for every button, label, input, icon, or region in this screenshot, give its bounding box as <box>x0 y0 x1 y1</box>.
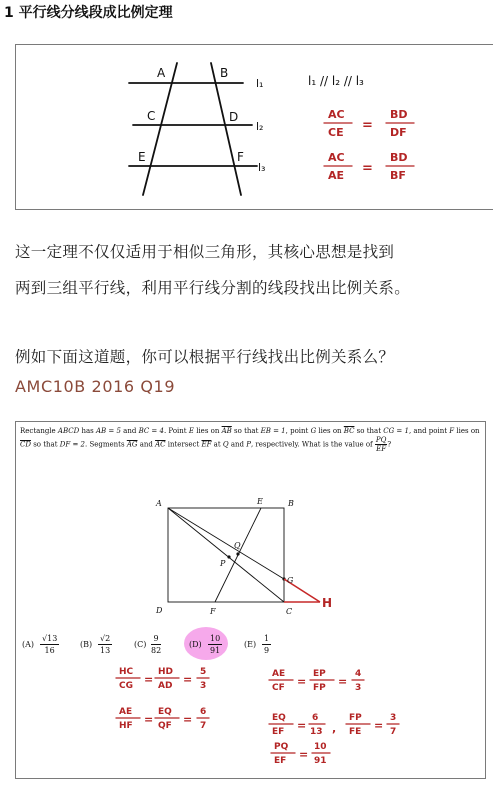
answer-choices: (A) $\frac{√13}{16}$ (B) $\frac{√2}{13}$ (C) $\frac{9}{82}$ (D) $\frac{10}{91}$ (E) $\frac{1}{9}$ <box>22 634 270 655</box>
svg-text:3: 3 <box>200 681 207 691</box>
eq2-right-den: BF <box>390 169 406 182</box>
fig-label-P: P <box>220 559 226 568</box>
eq1-right-num: BD <box>390 108 408 121</box>
work-line-5 <box>271 742 330 766</box>
question-paragraph: 例如下面这道题，你可以根据平行线找出比例关系么？ <box>15 348 395 366</box>
eq2-equals: = <box>362 161 373 176</box>
svg-text:6: 6 <box>200 707 207 717</box>
eq1-right-den: DF <box>390 126 407 139</box>
work-line-2 <box>116 707 209 731</box>
svg-text:10: 10 <box>314 742 327 752</box>
svg-text:4: 4 <box>355 669 362 679</box>
fig-label-G: G <box>287 576 294 585</box>
fig-label-H: H <box>322 596 333 610</box>
svg-text:6: 6 <box>312 713 319 723</box>
svg-text:QF: QF <box>158 721 172 731</box>
eq1-left-den: CE <box>328 126 344 139</box>
page-heading: 1 平行线分线段成比例定理 <box>4 5 173 21</box>
work-line-3 <box>269 669 364 693</box>
label-l1: l₁ <box>256 77 264 90</box>
svg-text:PQ: PQ <box>274 742 289 752</box>
problem-panel <box>15 421 486 779</box>
eq2-left-num: AC <box>328 151 345 164</box>
intro-line-1: 这一定理不仅仅适用于相似三角形，其核心思想是找到 <box>15 243 395 261</box>
work-line-1 <box>116 667 209 691</box>
point-Q <box>236 552 239 555</box>
fig-label-A: A <box>156 499 162 508</box>
fig-label-D: D <box>156 606 163 615</box>
intro-paragraph <box>15 234 485 306</box>
label-C: C <box>147 109 156 123</box>
eq2-right-num: BD <box>390 151 408 164</box>
svg-text:13: 13 <box>310 727 323 737</box>
problem-geometry <box>16 422 485 778</box>
label-B: B <box>220 66 229 80</box>
svg-text:7: 7 <box>390 727 397 737</box>
segment-AC <box>168 508 284 602</box>
svg-text:EF: EF <box>274 756 287 766</box>
eq1-equals: = <box>362 118 373 133</box>
svg-text:=: = <box>299 748 309 761</box>
parallel-relation: l₁ // l₂ // l₃ <box>308 74 364 88</box>
svg-text:91: 91 <box>314 756 327 766</box>
fig-label-F: F <box>210 607 216 616</box>
label-D: D <box>229 110 239 124</box>
svg-text:EQ: EQ <box>158 707 172 717</box>
svg-text:7: 7 <box>200 721 207 731</box>
svg-text:=: = <box>144 673 154 686</box>
svg-text:FE: FE <box>349 727 362 737</box>
theorem-figure-panel <box>15 44 493 210</box>
problem-statement: Rectangle ABCD has AB = 5 and BC = 4. Point E lies on $\overline{AB}$ so that EB = 1, point G lies on $\overline{BC}$ so that CG = 1, and point F lies on $\overline{CD}$ so that DF = 2. Segments $\overline{AG}$ and $\overline{AC}$ intersect $\overline{EF}$ at Q and P, respectively. What is the value of $\frac{PQ}{EF}$ ? <box>20 427 480 453</box>
svg-text:HD: HD <box>158 667 174 677</box>
eq1-left-num: AC <box>328 108 345 121</box>
svg-text:FP: FP <box>313 683 326 693</box>
segment-AG <box>168 508 284 579</box>
svg-text:,: , <box>332 722 337 735</box>
intro-line-2: 两到三组平行线，利用平行线分割的线段找出比例关系。 <box>15 279 411 297</box>
work-line-4 <box>269 713 399 737</box>
svg-text:5: 5 <box>200 667 207 677</box>
point-P <box>227 555 230 558</box>
fig-label-C: C <box>286 607 293 616</box>
question-fraction: $\frac{PQ}{EF}$ <box>375 436 387 453</box>
svg-text:=: = <box>338 675 348 688</box>
svg-text:EP: EP <box>313 669 326 679</box>
svg-text:=: = <box>297 719 307 732</box>
svg-text:EQ: EQ <box>272 713 286 723</box>
label-l2: l₂ <box>256 120 264 133</box>
svg-text:HC: HC <box>119 667 134 677</box>
svg-text:AE: AE <box>119 707 133 717</box>
svg-text:=: = <box>183 713 193 726</box>
svg-text:3: 3 <box>355 683 362 693</box>
svg-text:FP: FP <box>349 713 362 723</box>
svg-text:HF: HF <box>119 721 133 731</box>
svg-text:AE: AE <box>272 669 286 679</box>
fig-label-B: B <box>288 499 294 508</box>
label-l3: l₃ <box>258 161 266 174</box>
label-A: A <box>157 66 166 80</box>
fig-label-E: E <box>257 497 263 506</box>
svg-text:CF: CF <box>272 683 285 693</box>
problem-source-title: AMC10B 2016 Q19 <box>15 377 176 396</box>
label-E: E <box>138 150 146 164</box>
eq2-left-den: AE <box>328 169 345 182</box>
theorem-diagram <box>16 45 493 209</box>
svg-text:AD: AD <box>158 681 173 691</box>
svg-text:3: 3 <box>390 713 397 723</box>
svg-text:=: = <box>144 713 154 726</box>
svg-text:=: = <box>297 675 307 688</box>
svg-text:CG: CG <box>119 681 133 691</box>
fig-label-Q: Q <box>234 541 241 550</box>
label-F: F <box>237 150 244 164</box>
svg-text:EF: EF <box>272 727 285 737</box>
svg-text:=: = <box>374 719 384 732</box>
svg-text:=: = <box>183 673 193 686</box>
